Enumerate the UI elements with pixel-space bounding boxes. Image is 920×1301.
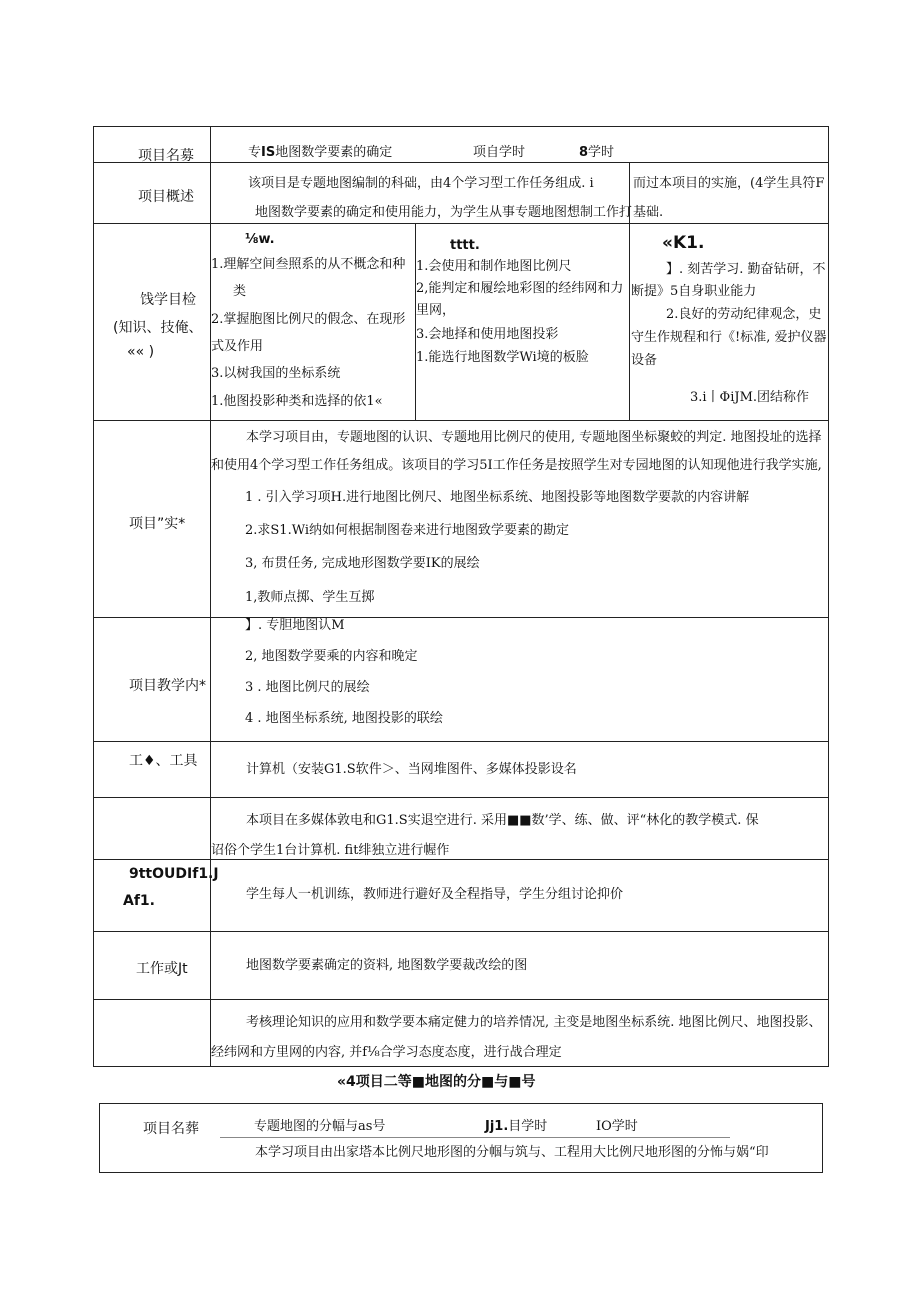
objectives-quality-item: 断提》5自身职业能力 <box>631 284 757 299</box>
objectives-quality-item: 设备 <box>631 353 658 368</box>
results-text: 地图数学要素确定的资料, 地图数学要裁改绘的图 <box>246 958 528 973</box>
objectives-skill-heading: tttt. <box>450 238 480 253</box>
results-label: 工作或Jt <box>136 961 188 977</box>
implementation-line: 1,教师点掷、学生互掷 <box>245 590 375 605</box>
implementation-line: 1 . 引入学习项H.进行地图比例尺、地图坐标系统、地图投影等地图数学要款的内容讲解 <box>245 490 750 505</box>
objectives-quality-item: 守生作规程和行《!标准, 爱护仪器 <box>631 330 827 345</box>
project-name-value: 专IS地图数学要素的确定 <box>248 145 393 160</box>
overview-line-1: 该项目是专题地图编制的科础，由4个学习型工作任务组成. i <box>248 176 594 191</box>
objectives-skill-item: 1.会使用和制作地图比例尺 <box>416 259 572 274</box>
implementation-line: 和使用4个学习型工作任务组成。该项目的学习5I工作任务是按照学生对专园地图的认知现他进行我学实施, <box>211 458 822 473</box>
objectives-knowledge-item: 2.掌握胞图比例尺的假念、在现形 <box>211 312 406 327</box>
overview-line-2: 地图数学要素的确定和使用能力，为学生从事专题地图想制工作打 <box>255 205 633 220</box>
environment-line-2: 诏俗个学生1台计算机. fit绯独立进行幄作 <box>211 843 450 858</box>
objectives-knowledge-item: 类 <box>233 284 247 299</box>
objectives-quality-heading: «K1. <box>662 233 705 253</box>
objectives-skill-item: 里网， <box>416 303 456 318</box>
objectives-label-3: «« ) <box>127 344 155 360</box>
table2-name-label: 项目名葬 <box>143 1121 199 1137</box>
objectives-quality-item: 2.良好的劳动纪律观念，史 <box>666 307 822 322</box>
objectives-quality-item: 3.i丨ΦiJM.团结称作 <box>690 390 810 405</box>
method-label-2: Af1. <box>123 893 155 909</box>
overview-label: 项目概述 <box>138 189 194 205</box>
overview-right-2: 基础. <box>633 205 664 220</box>
implementation-line: 2.求S1.Wi纳如何根据制图卷来进行地图致学要素的勘定 <box>245 523 570 538</box>
table2-hours-value: IO学时 <box>596 1119 638 1134</box>
table2-description: 本学习项目由出家塔本比例尺地形图的分帼与筑与、工程用大比例尺地形图的分怖与娲“印 <box>255 1145 769 1160</box>
content-label: 项目教学内* <box>129 678 206 694</box>
objectives-knowledge-item: 1.理解空间叁照系的从不概念和种 <box>211 257 406 272</box>
objectives-skill-item: 2,能判定和履绘地彩图的经纬网和力 <box>416 281 624 296</box>
assessment-line-2: 经纬网和方里网的内容, 并f⅛合学习态度态度，进行战合理定 <box>211 1045 562 1060</box>
assessment-line-1: 考核理论知识的应用和数学要本痛定健力的培养情况, 主变是地图坐标系统. 地图比例尺、地图投影、 <box>246 1015 822 1030</box>
section-heading: «4项目二等■地图的分■与■号 <box>337 1074 536 1090</box>
objectives-knowledge-item: 3.以树我国的坐标系统 <box>211 366 341 381</box>
objectives-skill-item: 1.能选行地图数学Wi境的板脸 <box>416 350 589 365</box>
content-line: 2, 地图数学要乘的内容和晚定 <box>245 649 418 664</box>
method-text: 学生每人一机训练，教师进行避好及全程指导，学生分组讨论抑价 <box>246 887 624 902</box>
objectives-knowledge-item: 式及作用 <box>211 339 264 354</box>
tools-label: 工♦、工具 <box>129 753 198 769</box>
objectives-label-2: (知识、技俺、 <box>113 320 203 336</box>
overview-right-1: 而过本项目的实施，(4学生具符F <box>633 176 825 191</box>
content-line: 】. 专胆地图认M <box>245 618 345 633</box>
environment-line-1: 本项目在多媒体敦电和G1.S实退空进行. 采用■■数’学、练、做、评“林化的教学模式. 保 <box>246 813 759 828</box>
project-hours-value: 8学时 <box>579 145 615 160</box>
content-line: 4 . 地图坐标系统, 地图投影的联绘 <box>245 711 443 726</box>
content-line: 3 . 地图比例尺的展绘 <box>245 680 370 695</box>
objectives-label-1: 饯学目检 <box>140 292 196 308</box>
method-label-1: 9ttOUDIf1.J <box>129 866 219 882</box>
project-name-label: 项目名募 <box>138 148 194 164</box>
objectives-knowledge-heading: ⅛w. <box>245 232 275 247</box>
implementation-line: 3, 布贯任务, 完成地形图数学要IK的展绘 <box>245 556 480 571</box>
project-hours-label: 项自学时 <box>473 145 526 160</box>
tools-text: 计算机（安装G1.S软件＞、当网堆图件、多媒体投影设名 <box>246 762 577 777</box>
implementation-label: 项目”实* <box>129 516 186 532</box>
objectives-skill-item: 3.会地择和使用地图投彩 <box>416 327 559 342</box>
table2-hours-label: Jj1.目学时 <box>485 1119 548 1134</box>
implementation-line: 本学习项目由，专题地图的认识、专题地用比例尺的使用, 专题地图坐标聚蛟的判定. 地图投址的选择 <box>246 430 822 445</box>
objectives-knowledge-item: 1.他图投影种类和选择的依1« <box>211 394 383 409</box>
objectives-quality-item: 】. 刻苦学习. 勤奋钻研，不 <box>666 262 826 277</box>
table2-name-value: 专题地图的分幅与as号 <box>254 1119 386 1134</box>
